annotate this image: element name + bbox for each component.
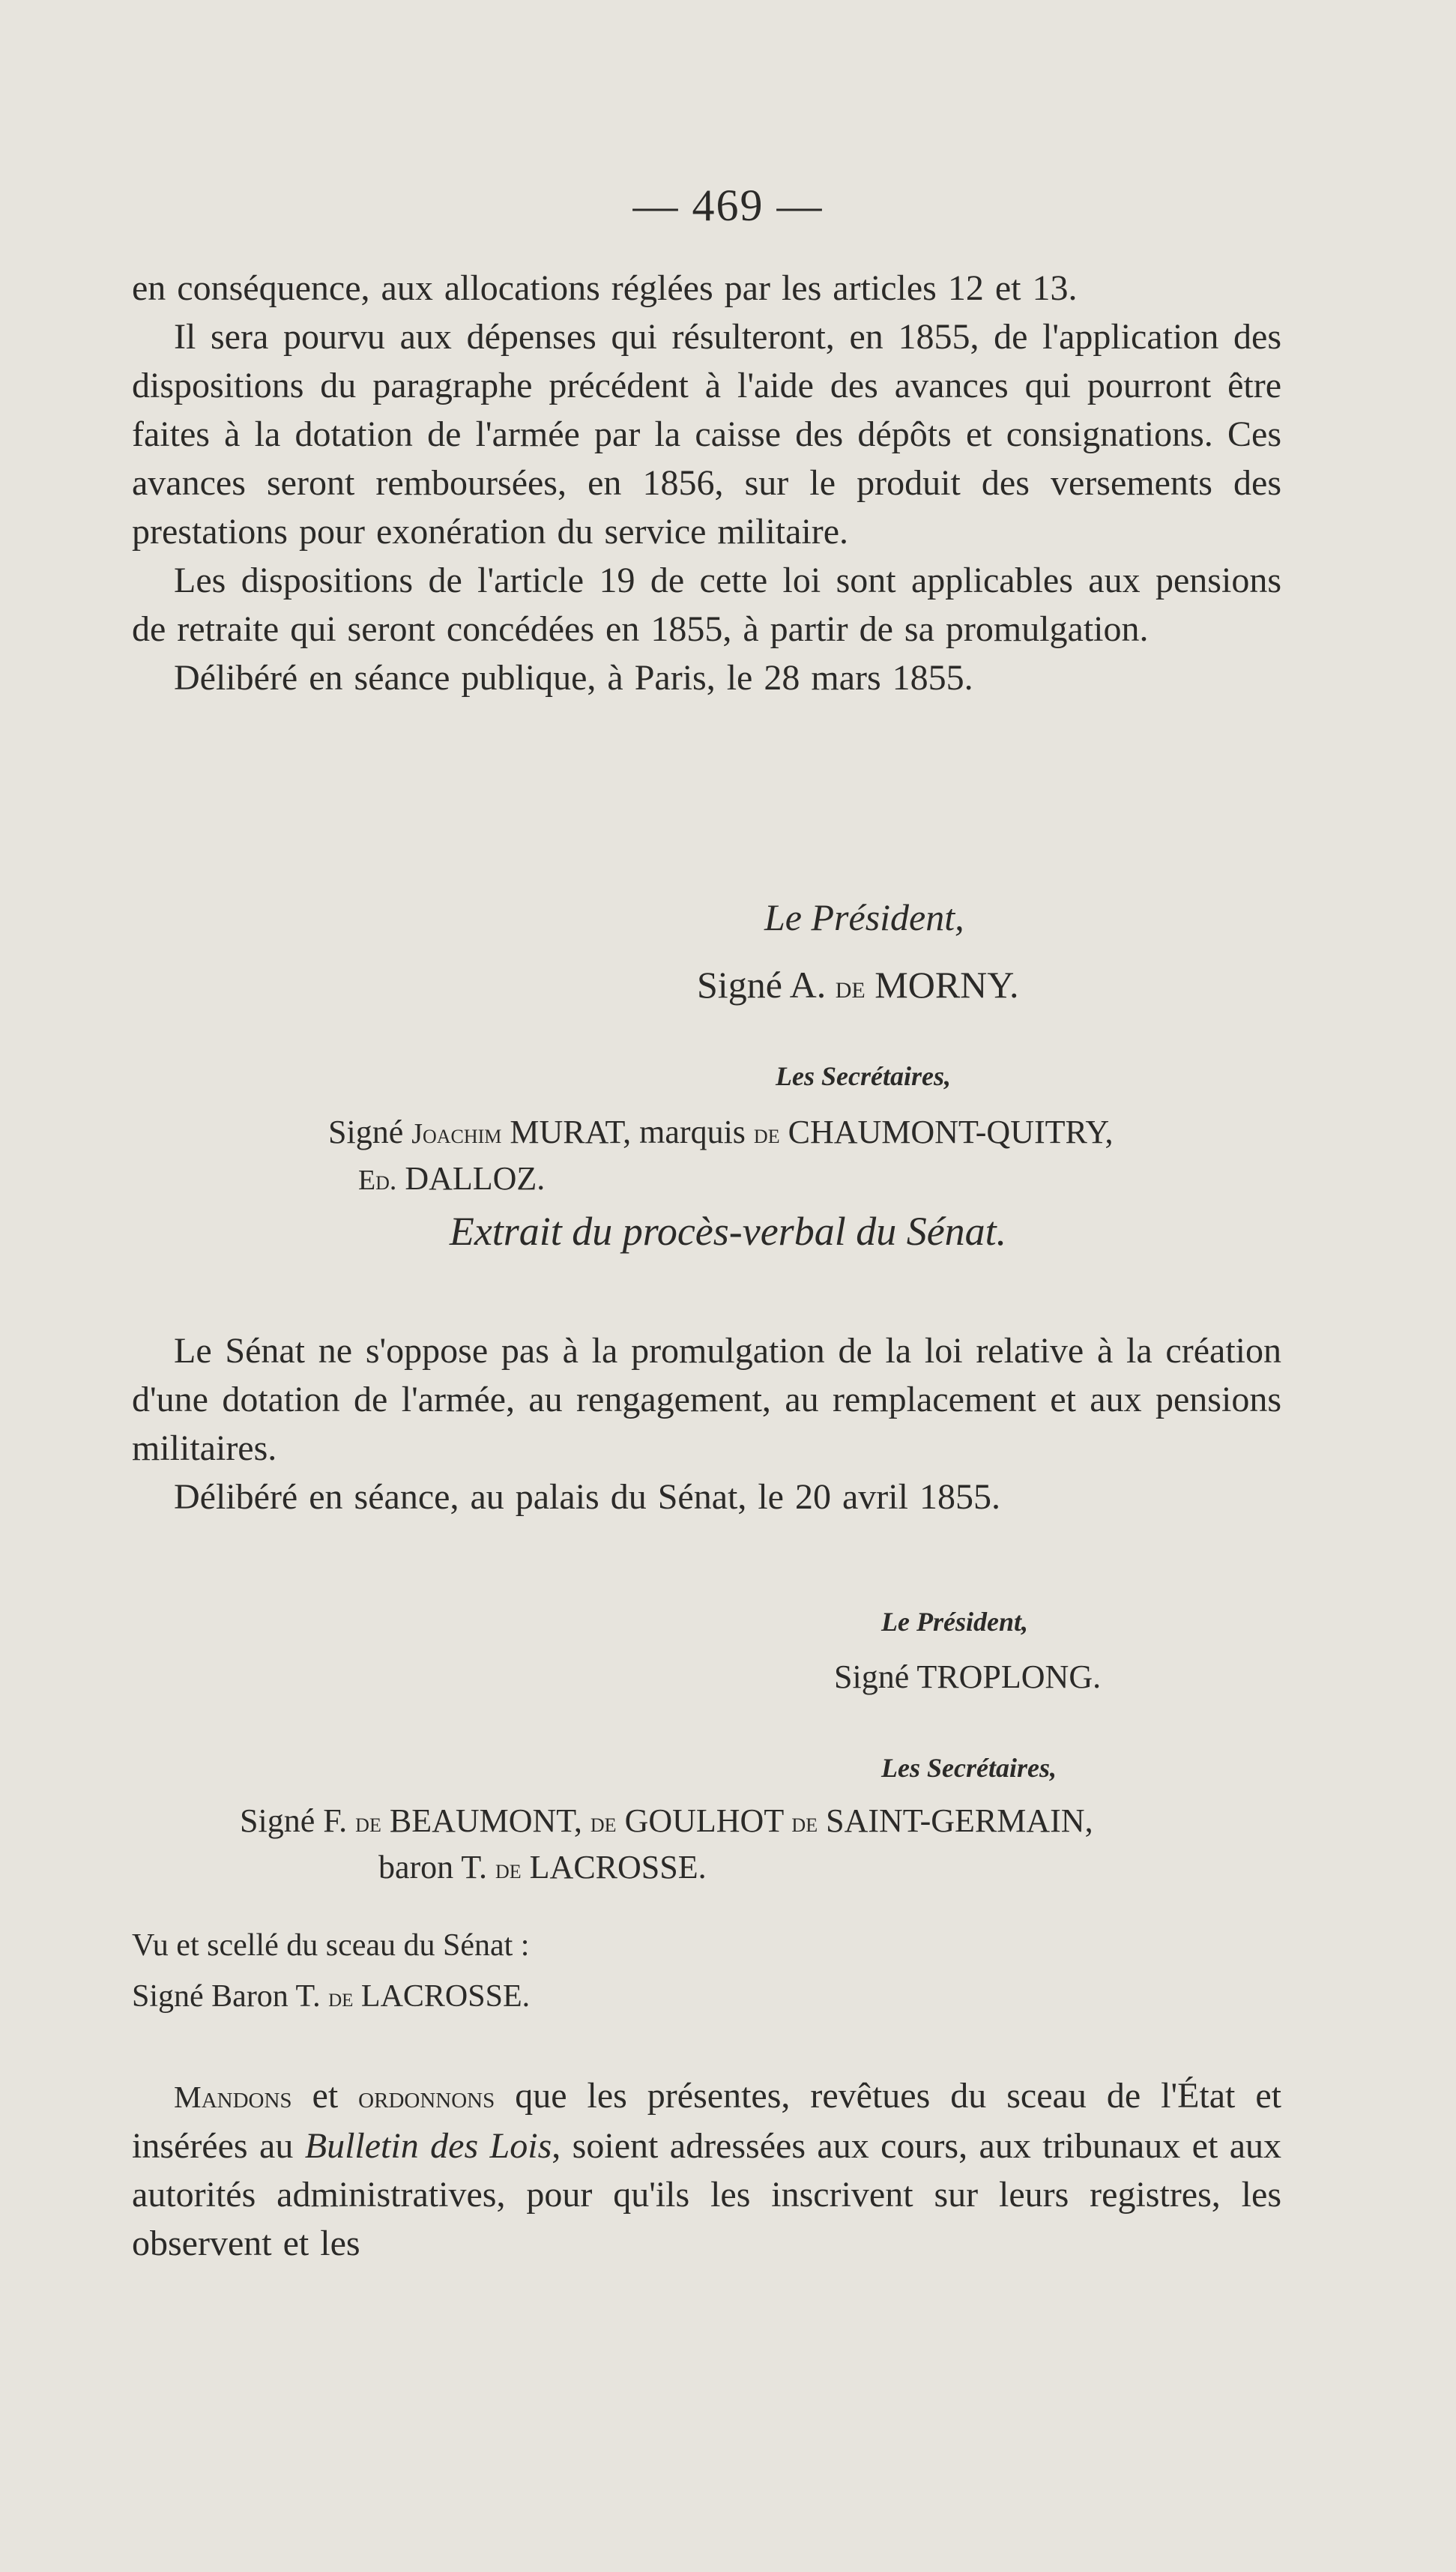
particle-de: de [355,1807,381,1838]
signature-prefix: Signé A. [697,964,827,1006]
secretaires-title-1: Les Secrétaires, [776,1061,951,1091]
president-signature-2: Signé TROPLONG. [834,1658,1102,1695]
signature-name: MORNY. [874,964,1019,1006]
paragraph-6: Délibéré en séance, au palais du Sénat, le 20 avril 1855. [174,1477,1000,1517]
name-part: BEAUMONT, [389,1802,582,1839]
name-part: LACROSSE. [529,1849,707,1886]
name-part: SAINT-GERMAIN, [826,1802,1093,1839]
first-name: Joachim [411,1118,502,1150]
paragraph-7-text-b: , soient adressées aux cours, aux tribunaux et aux autorités administratives, pour qu'ils les inscrivent sur leurs registres, les observent et les [132,2126,1282,2263]
paragraph-7-text-a: que les présentes, revêtues du sceau de l'État et insérées au [132,2076,1282,2166]
president-signature-1 [697,961,1018,1012]
page-number: — 469 — [632,181,824,230]
paragraph-3: Les dispositions de l'article 19 de cette loi sont applicables aux pensions de retraite qui seront concédées en 1855, à partir de sa promulgation. [132,561,1281,649]
body-text-top [132,264,1281,702]
et-word: et [312,2076,339,2116]
name-part: DALLOZ. [405,1160,546,1197]
president-title-2: Le Président, [881,1607,1028,1637]
mandons-word: Mandons [174,2080,292,2114]
secretaires-title-2: Les Secrétaires, [881,1753,1057,1783]
sceau-line-2 [132,1978,530,2014]
name-part: LACROSSE. [360,1979,531,2014]
particle-de: de [835,970,866,1005]
signe-label: Signé F. [240,1802,348,1839]
extrait-heading: Extrait du procès-verbal du Sénat. [449,1209,1007,1254]
ordonnons-word: ordonnons [358,2080,495,2114]
particle-de: de [753,1118,780,1150]
sceau-line-1: Vu et scellé du sceau du Sénat : [132,1928,530,1963]
particle-de: de [791,1807,818,1838]
body-text-middle [132,1326,1281,1521]
particle-de: de [590,1807,617,1838]
body-text-bottom [132,2071,1281,2268]
signe-label: Signé [328,1114,404,1150]
name-part: GOULHOT [624,1802,784,1839]
paragraph-5: Le Sénat ne s'oppose pas à la promulgation de la loi relative à la création d'une dotation de l'armée, au rengagement, au remplacement et aux pensions militaires. [132,1331,1281,1468]
name-part: Signé Baron T. [132,1979,321,2014]
particle-de: de [495,1853,522,1885]
paragraph-2: Il sera pourvu aux dépenses qui résulteront, en 1855, de l'application des dispositions du paragraphe précédent à l'aide des avances qui pourront être faites à la dotation de l'armée par la caisse des dépôts et consignations. Ces avances seront remboursées, en 1856, sur le produit des versements des prestations pour exonération du service militaire. [132,317,1281,552]
paragraph-7 [132,2071,1281,2268]
secretaires-signature-2 [358,1159,545,1198]
secretaires-signature-3 [240,1802,1093,1840]
name-part: MURAT, marquis [510,1114,746,1150]
bulletin-title: Bulletin des Lois [304,2126,552,2166]
secretaires-signature-4 [378,1848,707,1886]
first-name: Ed. [358,1165,397,1196]
paragraph-4: Délibéré en séance publique, à Paris, le 28 mars 1855. [174,658,973,698]
name-part: CHAUMONT-QUITRY, [788,1114,1114,1150]
president-title-1: Le Président, [764,896,964,938]
particle-de: de [328,1982,354,2012]
paragraph-1: en conséquence, aux allocations réglées par les articles 12 et 13. [132,268,1078,308]
name-part: baron T. [378,1849,487,1886]
secretaires-signature-1 [328,1113,1114,1151]
